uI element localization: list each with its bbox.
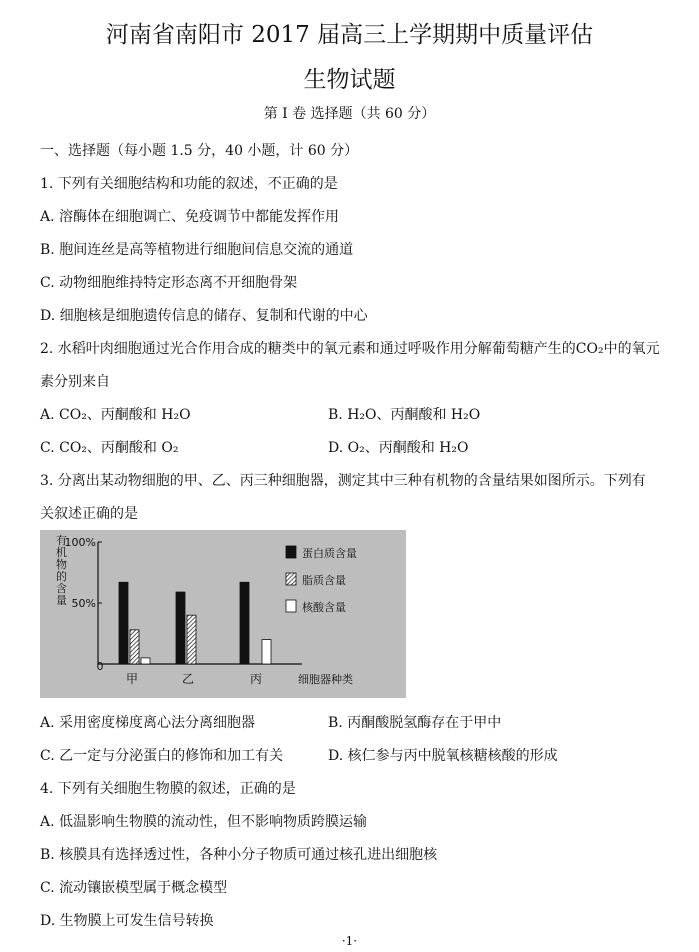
legend-swatch — [286, 573, 296, 585]
subject-title: 生物试题 — [303, 67, 396, 93]
y-tick-label: 50% — [71, 597, 96, 610]
bar — [119, 582, 128, 664]
q1-option-a: A. 溶酶体在细胞调亡、免疫调节中都能发挥作用 — [40, 209, 340, 225]
bar — [240, 582, 249, 664]
volume-title: 第 I 卷 选择题（共 60 分） — [263, 106, 436, 122]
q4-option-a: A. 低温影响生物膜的流动性，但不影响物质跨膜运输 — [40, 814, 368, 830]
q3-option-d: D. 核仁参与丙中脱氧核糖核酸的形成 — [328, 748, 558, 764]
q2-stem-line1: 2. 水稻叶肉细胞通过光合作用合成的糖类中的氧元素和通过呼吸作用分解葡萄糖产生的CO₂中的氧元 — [40, 341, 660, 357]
category-label: 丙 — [249, 672, 263, 686]
legend-label: 蛋白质含量 — [302, 547, 357, 560]
bar — [187, 615, 196, 664]
section-heading: 一、选择题（每小题 1.5 分，40 小题，计 60 分） — [40, 143, 359, 159]
q4-option-d: D. 生物膜上可发生信号转换 — [40, 913, 214, 929]
organelle-content-chart — [40, 530, 406, 698]
q4-option-b: B. 核膜具有选择透过性，各种小分子物质可通过核孔进出细胞核 — [40, 847, 438, 863]
q3-option-a: A. 采用密度梯度离心法分离细胞器 — [40, 715, 256, 731]
q3-option-b: B. 丙酮酸脱氢酶存在于甲中 — [328, 715, 502, 731]
q3-option-c: C. 乙一定与分泌蛋白的修饰和加工有关 — [40, 748, 284, 764]
q2-option-c: C. CO₂、丙酮酸和 O₂ — [40, 440, 179, 456]
x-axis-label: 细胞器种类 — [298, 673, 353, 686]
page-number: ·1· — [341, 934, 358, 948]
legend-swatch — [286, 600, 296, 612]
bar — [176, 592, 185, 664]
chart-svg — [40, 530, 406, 698]
category-label: 乙 — [181, 672, 195, 686]
y-axis-label: 有机物的含量 — [56, 534, 67, 607]
exam-title: 河南省南阳市 2017 届高三上学期期中质量评估 — [105, 22, 594, 48]
q3-stem-line2: 关叙述正确的是 — [40, 506, 138, 522]
legend-swatch — [286, 546, 296, 558]
bar — [130, 630, 139, 664]
category-label: 甲 — [125, 672, 139, 686]
q3-stem-line1: 3. 分离出某动物细胞的甲、乙、丙三种细胞器，测定其中三种有机物的含量结果如图所示。下列有 — [40, 473, 646, 489]
q1-option-d: D. 细胞核是细胞遗传信息的储存、复制和代谢的中心 — [40, 308, 368, 324]
legend-label: 核酸含量 — [302, 601, 346, 614]
q1-option-c: C. 动物细胞维持特定形态离不开细胞骨架 — [40, 275, 298, 291]
bar — [262, 640, 271, 664]
q2-option-a: A. CO₂、丙酮酸和 H₂O — [40, 407, 191, 423]
q2-option-d: D. O₂、丙酮酸和 H₂O — [328, 440, 469, 456]
q2-option-b: B. H₂O、丙酮酸和 H₂O — [328, 407, 481, 423]
legend-label: 脂质含量 — [302, 574, 346, 587]
q1-option-b: B. 胞间连丝是高等植物进行细胞间信息交流的通道 — [40, 242, 354, 258]
q1-stem: 1. 下列有关细胞结构和功能的叙述，不正确的是 — [40, 176, 338, 192]
y-tick-label: 100% — [64, 536, 96, 549]
q4-option-c: C. 流动镶嵌模型属于概念模型 — [40, 880, 228, 896]
q2-stem-line2: 素分别来自 — [40, 374, 110, 390]
bar — [141, 658, 150, 664]
y-tick-label: 0 — [96, 660, 104, 673]
q4-stem: 4. 下列有关细胞生物膜的叙述，正确的是 — [40, 781, 296, 797]
